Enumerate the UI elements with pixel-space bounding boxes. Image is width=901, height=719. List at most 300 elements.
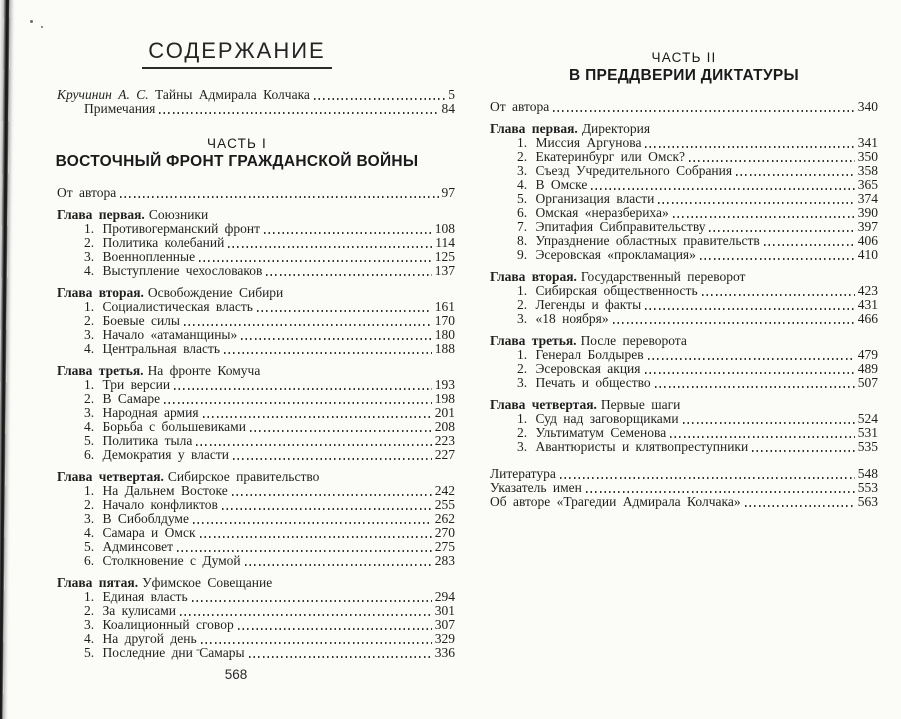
toc-entry	[57, 314, 455, 328]
toc-entry	[490, 178, 878, 192]
entry-text: Коалиционный сговор	[102, 617, 234, 632]
entry-page: 294	[434, 589, 455, 604]
entry-title	[84, 526, 196, 540]
dot-leader	[192, 590, 432, 604]
dot-leader	[159, 102, 438, 116]
chapter-label: Глава третья.	[57, 363, 144, 378]
toc-entry	[57, 186, 455, 200]
chapter-title: Государственный переворот	[580, 269, 746, 284]
dot-leader	[586, 481, 855, 495]
toc-entry	[57, 540, 455, 554]
dot-leader	[233, 448, 432, 462]
entry-page: 84	[441, 101, 455, 116]
entry-text: На другой день	[102, 631, 197, 646]
toc-entry	[490, 248, 878, 262]
entry-page: 208	[434, 419, 455, 434]
entry-title	[84, 300, 253, 314]
entry-page: 340	[857, 99, 878, 114]
toc-entry	[57, 434, 455, 448]
toc-entry	[57, 328, 455, 342]
dot-leader	[164, 392, 432, 406]
dot-leader	[238, 618, 432, 632]
dot-leader	[648, 348, 855, 362]
entry-text: «18 ноября»	[535, 311, 609, 326]
entry-number: 1.	[517, 135, 528, 150]
entry-title	[517, 248, 696, 262]
entry-title	[517, 164, 732, 178]
entry-text: Три версии	[102, 377, 171, 392]
dot-leader	[222, 498, 432, 512]
entry-title	[517, 284, 698, 298]
entry-page: 563	[857, 494, 878, 509]
entry-number: 3.	[517, 375, 528, 390]
entry-text: За кулисами	[102, 603, 177, 618]
entry-page: 524	[857, 411, 878, 426]
entry-title	[84, 590, 188, 604]
entry-number: 1.	[84, 221, 95, 236]
entry-text: Организация власти	[535, 191, 655, 206]
toc-entry	[490, 192, 878, 206]
entry-text: Политика колебаний	[102, 235, 225, 250]
entry-title	[84, 222, 260, 236]
dot-leader	[199, 250, 432, 264]
toc-entry	[490, 164, 878, 178]
entry-text: Демократия у власти	[102, 447, 229, 462]
entry-page: 161	[434, 299, 455, 314]
entry-page: 365	[857, 177, 878, 192]
chapter-block	[490, 270, 878, 326]
toc-entry	[57, 618, 455, 632]
chapter-title: На фронте Комуча	[147, 363, 261, 378]
entry-title	[84, 314, 180, 328]
entry-text: Выступление чехословаков	[102, 263, 263, 278]
chapter-heading	[490, 270, 878, 284]
dot-leader	[613, 312, 855, 326]
toc-entry	[57, 604, 455, 618]
entry-text: Столкновение с Думой	[102, 553, 241, 568]
dot-leader	[200, 526, 432, 540]
entry-number: 4.	[517, 177, 528, 192]
dot-leader	[655, 376, 855, 390]
chapter-label: Глава первая.	[57, 207, 145, 222]
entry-number: 2.	[84, 497, 95, 512]
entry-number: 2.	[517, 361, 528, 376]
entry-text: Литература	[490, 466, 556, 481]
dot-leader	[120, 186, 438, 200]
chapter-title: Союзники	[148, 207, 209, 222]
toc-entry	[490, 312, 878, 326]
entry-number: 1.	[84, 589, 95, 604]
entry-page: 227	[434, 447, 455, 462]
toc-entry	[490, 467, 878, 481]
entry-text: Боевые силы	[102, 313, 180, 328]
entry-title	[517, 426, 666, 440]
entry-title	[517, 178, 587, 192]
entry-title	[84, 392, 160, 406]
entry-text: Единая власть	[102, 589, 188, 604]
chapter-block	[57, 576, 455, 660]
entry-number: 5.	[84, 433, 95, 448]
chapter-title: Сибирское правительство	[167, 469, 320, 484]
dot-leader	[257, 300, 432, 314]
entry-title	[517, 206, 669, 220]
toc-entry	[57, 526, 455, 540]
dot-leader	[201, 632, 432, 646]
chapter-heading	[57, 576, 455, 590]
toc-entry	[57, 632, 455, 646]
dot-leader	[314, 88, 445, 102]
entry-number: 4.	[84, 341, 95, 356]
entry-title	[490, 467, 556, 481]
dot-leader	[752, 440, 855, 454]
entry-number: 4.	[84, 631, 95, 646]
entry-title	[517, 234, 760, 248]
entry-text: В Самаре	[102, 391, 161, 406]
entry-page: 431	[857, 297, 878, 312]
dot-leader	[591, 178, 854, 192]
entry-page: 97	[441, 185, 455, 200]
entry-title	[517, 362, 641, 376]
front-matter-entries	[57, 88, 455, 116]
part-2-heading	[490, 50, 878, 85]
entry-text: Об авторе «Трагедии Адмирала Колчака»	[490, 494, 741, 509]
entry-title	[84, 554, 241, 568]
entry-text: Указатель имен	[490, 480, 582, 495]
toc-entry	[57, 406, 455, 420]
entry-title	[84, 378, 170, 392]
chapter-heading	[57, 208, 455, 222]
toc-entry	[57, 512, 455, 526]
entry-page: 358	[857, 163, 878, 178]
entry-page: 223	[434, 433, 455, 448]
entry-title	[84, 434, 192, 448]
entry-number: 3.	[84, 249, 95, 264]
entry-page: 198	[434, 391, 455, 406]
chapter-heading	[490, 334, 878, 348]
dot-leader	[264, 222, 432, 236]
entry-title	[57, 88, 310, 102]
chapter-heading	[57, 364, 455, 378]
chapter-label: Глава вторая.	[490, 269, 577, 284]
toc-entry	[57, 420, 455, 434]
chapter-label: Глава пятая.	[57, 575, 139, 590]
dot-leader	[249, 646, 432, 660]
entry-title	[84, 250, 195, 264]
entry-text: Екатеринбург или Омск?	[535, 149, 685, 164]
entry-number: 4.	[84, 525, 95, 540]
dot-leader	[250, 420, 432, 434]
entry-title	[84, 484, 228, 498]
toc-entry	[57, 646, 455, 660]
dot-leader	[224, 342, 432, 356]
chapter-title: Первые шаги	[600, 397, 681, 412]
chapter-label: Глава четвертая.	[490, 397, 597, 412]
chapter-title: После переворота	[580, 333, 687, 348]
toc-entry	[490, 376, 878, 390]
toc-entry	[57, 498, 455, 512]
dot-leader	[228, 236, 432, 250]
toc-entry	[490, 495, 878, 509]
entry-title	[84, 420, 246, 434]
toc-entry	[490, 481, 878, 495]
toc-entry	[490, 100, 878, 114]
dot-leader	[553, 100, 854, 114]
dot-leader	[196, 434, 431, 448]
dot-leader	[689, 150, 855, 164]
chapter-heading	[490, 122, 878, 136]
entry-page: 108	[434, 221, 455, 236]
toc-entry	[57, 590, 455, 604]
entry-text: Начало конфликтов	[102, 497, 218, 512]
entry-page: 410	[857, 247, 878, 262]
entry-number: 2.	[84, 391, 95, 406]
entry-page: 137	[434, 263, 455, 278]
entry-number: 3.	[517, 163, 528, 178]
dot-leader	[560, 467, 855, 481]
entry-text: Генерал Болдырев	[535, 347, 644, 362]
entry-text: Социалистическая власть	[102, 299, 253, 314]
entry-title	[490, 495, 741, 509]
page-folio: 568	[224, 667, 248, 682]
chapter-title: Уфимское Совещание	[142, 575, 273, 590]
entry-number: 6.	[84, 553, 95, 568]
entry-number: 5.	[517, 191, 528, 206]
entry-title	[84, 512, 189, 526]
scan-speck	[30, 20, 33, 23]
entry-text: Админсовет	[102, 539, 174, 554]
entry-page: 390	[857, 205, 878, 220]
entry-page: 170	[434, 313, 455, 328]
entry-number: 3.	[84, 617, 95, 632]
entry-number: 4.	[84, 263, 95, 278]
toc-entry	[490, 362, 878, 376]
toc-entry	[490, 298, 878, 312]
entry-text: Печать и общество	[535, 375, 651, 390]
entry-text: От автора	[490, 99, 550, 114]
toc-entry	[490, 150, 878, 164]
dot-leader	[174, 378, 432, 392]
entry-number: 1.	[517, 411, 528, 426]
toc-entry	[490, 284, 878, 298]
chapter-label: Глава первая.	[490, 121, 578, 136]
entry-number: 5.	[84, 539, 95, 554]
entry-text: Сибирская общественность	[535, 283, 698, 298]
entry-page: 301	[434, 603, 455, 618]
entry-page: 336	[434, 645, 455, 660]
entry-number: 1.	[517, 283, 528, 298]
toc-entry	[57, 392, 455, 406]
entry-title	[490, 100, 549, 114]
dot-leader	[745, 495, 855, 509]
dot-leader	[670, 426, 855, 440]
entry-number: 2.	[84, 313, 95, 328]
toc-entry	[57, 236, 455, 250]
toc-entry	[57, 342, 455, 356]
contents-title: СОДЕРЖАНИЕ	[142, 38, 331, 69]
entry-title	[84, 498, 218, 512]
entry-page: 188	[434, 341, 455, 356]
entry-text: От автора	[57, 185, 117, 200]
entry-number: 5.	[84, 645, 95, 660]
entry-page: 466	[857, 311, 878, 326]
entry-page: 397	[857, 219, 878, 234]
entry-text: Авантюристы и клятвопреступники	[535, 439, 749, 454]
entry-page: 489	[857, 361, 878, 376]
part-1-toc	[57, 186, 455, 660]
dot-leader	[764, 234, 855, 248]
toc-entry	[490, 426, 878, 440]
entry-text: Тайны Адмирала Колчака	[155, 87, 310, 102]
entry-text: На Дальнем Востоке	[102, 483, 228, 498]
entry-text: В Омске	[535, 177, 588, 192]
scan-speck	[41, 26, 43, 28]
toc-entry	[57, 88, 455, 102]
entry-number: 2.	[517, 297, 528, 312]
entry-title	[517, 150, 685, 164]
toc-entry	[490, 412, 878, 426]
entry-title	[490, 481, 582, 495]
entry-number: 6.	[84, 447, 95, 462]
entry-title	[517, 220, 705, 234]
entry-page: 255	[434, 497, 455, 512]
part-1-title: ВОСТОЧНЫЙ ФРОНТ ГРАЖДАНСКОЙ ВОЙНЫ	[55, 153, 419, 170]
entry-page: 329	[434, 631, 455, 646]
chapter-block	[57, 286, 455, 356]
entry-page: 270	[434, 525, 455, 540]
entry-text: Примечания	[84, 101, 156, 116]
chapter-block	[57, 208, 455, 278]
entry-title	[84, 540, 173, 554]
dot-leader	[673, 206, 855, 220]
entry-page: 180	[434, 327, 455, 342]
toc-entry	[490, 234, 878, 248]
left-page	[57, 38, 455, 682]
entry-number: 3.	[84, 511, 95, 526]
toc-entry	[490, 440, 878, 454]
toc-entry	[490, 220, 878, 234]
dot-leader	[193, 512, 432, 526]
entry-title	[517, 312, 609, 326]
part-1-heading	[38, 136, 436, 171]
entry-title	[517, 348, 644, 362]
entry-number: 3.	[517, 311, 528, 326]
entry-title	[84, 328, 237, 342]
entry-page: 125	[434, 249, 455, 264]
entry-title	[84, 618, 234, 632]
dot-leader	[645, 298, 855, 312]
entry-number: 9.	[517, 247, 528, 262]
entry-title	[517, 192, 654, 206]
entry-title	[517, 298, 641, 312]
part-2-toc	[490, 100, 878, 509]
binding-shadow	[0, 0, 10, 719]
entry-text: Военнопленные	[102, 249, 196, 264]
dot-leader	[184, 314, 432, 328]
entry-page: 283	[434, 553, 455, 568]
entry-text: Суд над заговорщиками	[535, 411, 679, 426]
entry-text: В Сибоблдуме	[102, 511, 189, 526]
entry-page: 479	[857, 347, 878, 362]
entry-page: 5	[448, 87, 455, 102]
entry-text: Начало «атаманщины»	[102, 327, 238, 342]
entry-title	[517, 440, 748, 454]
entry-title	[84, 264, 262, 278]
entry-page: 535	[857, 439, 878, 454]
entry-page: 201	[434, 405, 455, 420]
toc-entry	[57, 554, 455, 568]
entry-title	[84, 646, 245, 660]
entry-number: 6.	[517, 205, 528, 220]
entry-title	[84, 236, 224, 250]
chapter-heading	[490, 398, 878, 412]
right-page	[490, 50, 878, 509]
entry-number: 2.	[517, 425, 528, 440]
entry-title	[84, 632, 197, 646]
entry-title	[84, 604, 176, 618]
entry-text: Противогерманский фронт	[102, 221, 261, 236]
entry-title	[517, 412, 679, 426]
chapter-block	[57, 364, 455, 462]
entry-title	[57, 186, 116, 200]
toc-entry	[57, 484, 455, 498]
entry-page: 350	[857, 149, 878, 164]
entry-author: Кручинин А. С.	[57, 87, 149, 102]
entry-text: Эсеровская акция	[535, 361, 641, 376]
dot-leader	[709, 220, 854, 234]
entry-text: Борьба с большевиками	[102, 419, 246, 434]
entry-title	[517, 376, 651, 390]
toc-entry	[57, 378, 455, 392]
dot-leader	[702, 284, 855, 298]
chapter-block	[490, 122, 878, 262]
dot-leader	[232, 484, 432, 498]
chapter-block	[490, 398, 878, 454]
dot-leader	[266, 264, 431, 278]
entry-number: 7.	[517, 219, 528, 234]
entry-page: 507	[857, 375, 878, 390]
chapter-heading	[57, 286, 455, 300]
dot-leader	[177, 540, 432, 554]
dot-leader	[245, 554, 432, 568]
entry-number: 8.	[517, 233, 528, 248]
entry-text: Миссия Аргунова	[535, 135, 642, 150]
entry-number: 3.	[84, 327, 95, 342]
dot-leader	[658, 192, 854, 206]
chapter-title: Директория	[581, 121, 651, 136]
part-2-label: ЧАСТЬ II	[651, 50, 717, 65]
toc-entry	[57, 222, 455, 236]
entry-title	[84, 342, 220, 356]
entry-number: 3.	[84, 405, 95, 420]
entry-number: 1.	[84, 377, 95, 392]
entry-page: 262	[434, 511, 455, 526]
entry-page: 374	[857, 191, 878, 206]
entry-number: 3.	[517, 439, 528, 454]
entry-page: 275	[434, 539, 455, 554]
toc-entry	[490, 206, 878, 220]
entry-title	[84, 406, 199, 420]
dot-leader	[700, 248, 855, 262]
chapter-block	[57, 470, 455, 568]
entry-text: Упразднение областных правительств	[535, 233, 760, 248]
entry-number: 1.	[84, 299, 95, 314]
entry-page: 114	[435, 235, 455, 250]
entry-page: 242	[434, 483, 455, 498]
entry-title	[517, 136, 641, 150]
entry-text: Политика тыла	[102, 433, 193, 448]
entry-page: 406	[857, 233, 878, 248]
toc-entry	[57, 102, 455, 116]
